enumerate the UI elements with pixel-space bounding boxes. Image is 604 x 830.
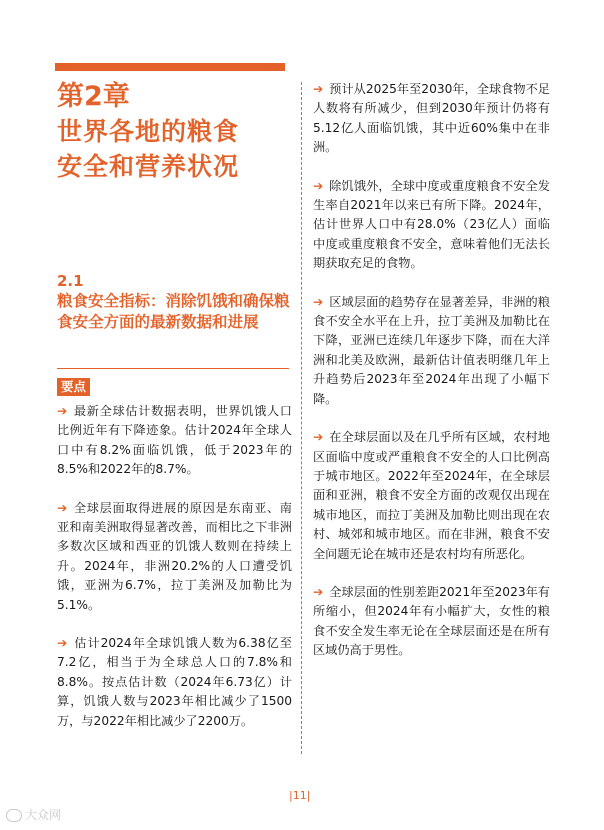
- chapter-title-line1: 世界各地的粮食: [57, 117, 240, 146]
- paragraph-text: 预计从2025年至2030年，全球食物不足人数将有所减少，但到2030年预计仍将有5.12亿人面临饥饿，其中近60%集中在非洲。: [313, 82, 550, 155]
- arrow-icon: ➔: [57, 404, 68, 418]
- chapter-accent-bar: [55, 63, 285, 71]
- key-point-paragraph: [57, 634, 292, 731]
- arrow-icon: ➔: [57, 636, 68, 651]
- paragraph-text: 估计2024年全球饥饿人数为6.38亿至7.2亿，相当于为全球总人口的7.8%和8.8%。按点估计数（2024年6.73亿）计算，饥饿人数与2023年相比减少了1500万，与2022年相比减少了2200万。: [57, 636, 292, 728]
- key-point-paragraph: [313, 80, 550, 158]
- arrow-icon: ➔: [313, 430, 324, 445]
- arrow-icon: ➔: [313, 294, 324, 309]
- key-point-paragraph: [57, 499, 292, 615]
- key-points-label: 要点: [57, 378, 90, 396]
- key-point-paragraph: [57, 402, 292, 480]
- watermark-text: 大众网: [25, 808, 62, 822]
- arrow-icon: ➔: [57, 500, 68, 515]
- page-number: |11|: [289, 789, 311, 802]
- section-divider: [57, 368, 289, 369]
- paragraph-text: 最新全球估计数据表明，世界饥饿人口比例近年有下降迹象。估计2024年全球人口中有8.2%面临饥饿，低于2023年的8.5%和2022年的8.7%。: [57, 404, 292, 477]
- key-point-paragraph: [313, 177, 550, 274]
- left-column: [57, 402, 292, 750]
- key-point-paragraph: [313, 428, 550, 564]
- right-column: [313, 80, 550, 680]
- chapter-heading: [57, 80, 297, 184]
- section-title: 粮食安全指标：消除饥饿和确保粮食安全方面的最新数据和进展: [57, 292, 290, 331]
- paragraph-text: 区域层面的趋势存在显著差异，非洲的粮食不安全水平在上升，拉丁美洲及加勒比在下降，亚洲已连续几年逐步下降，而在大洋洲和北美及欧洲，最新估计值表明继几年上升趋势后2023年至2024年出现了小幅下降。: [313, 294, 550, 406]
- paragraph-text: 全球层面取得进展的原因是东南亚、南亚和南美洲取得显著改善，而相比之下非洲多数次区域和西亚的饥饿人数则在持续上升。2024年，非洲20.2%的人口遭受饥饿，亚洲为6.7%，拉丁美洲及加勒比为5.1%。: [57, 500, 292, 612]
- paragraph-text: 在全球层面以及在几乎所有区域，农村地区面临中度或严重粮食不安全的人口比例高于城市地区。2022年至2024年，在全球层面和亚洲，粮食不安全方面的改观仅出现在城市地区，而拉丁美洲及加勒比则出现在农村、城郊和城市地区。而在非洲，粮食不安全问题无论在城市还是农村均有所恶化。: [313, 430, 550, 561]
- section-heading: [57, 271, 292, 333]
- chapter-title-line2: 安全和营养状况: [57, 152, 240, 181]
- key-point-paragraph: [313, 583, 550, 661]
- arrow-icon: ➔: [313, 584, 324, 599]
- paragraph-text: 除饥饿外，全球中度或重度粮食不安全发生率自2021年以来已有所下降。2024年，估计世界人口中有28.0%（23亿人）面临中度或重度粮食不安全，意味着他们无法长期获取充足的食物。: [313, 178, 550, 271]
- section-number: 2.1: [57, 272, 84, 290]
- column-divider: [301, 82, 302, 754]
- paragraph-text: 全球层面的性别差距2021年至2023年有所缩小，但2024年有小幅扩大，女性的粮食不安全发生率无论在全球层面还是在所有区域仍高于男性。: [313, 584, 550, 658]
- arrow-icon: ➔: [313, 82, 324, 96]
- arrow-icon: ➔: [313, 178, 324, 193]
- chapter-label: 第2章: [57, 81, 130, 112]
- key-point-paragraph: [313, 293, 550, 409]
- watermark-logo-icon: [6, 809, 22, 822]
- watermark: [6, 806, 61, 823]
